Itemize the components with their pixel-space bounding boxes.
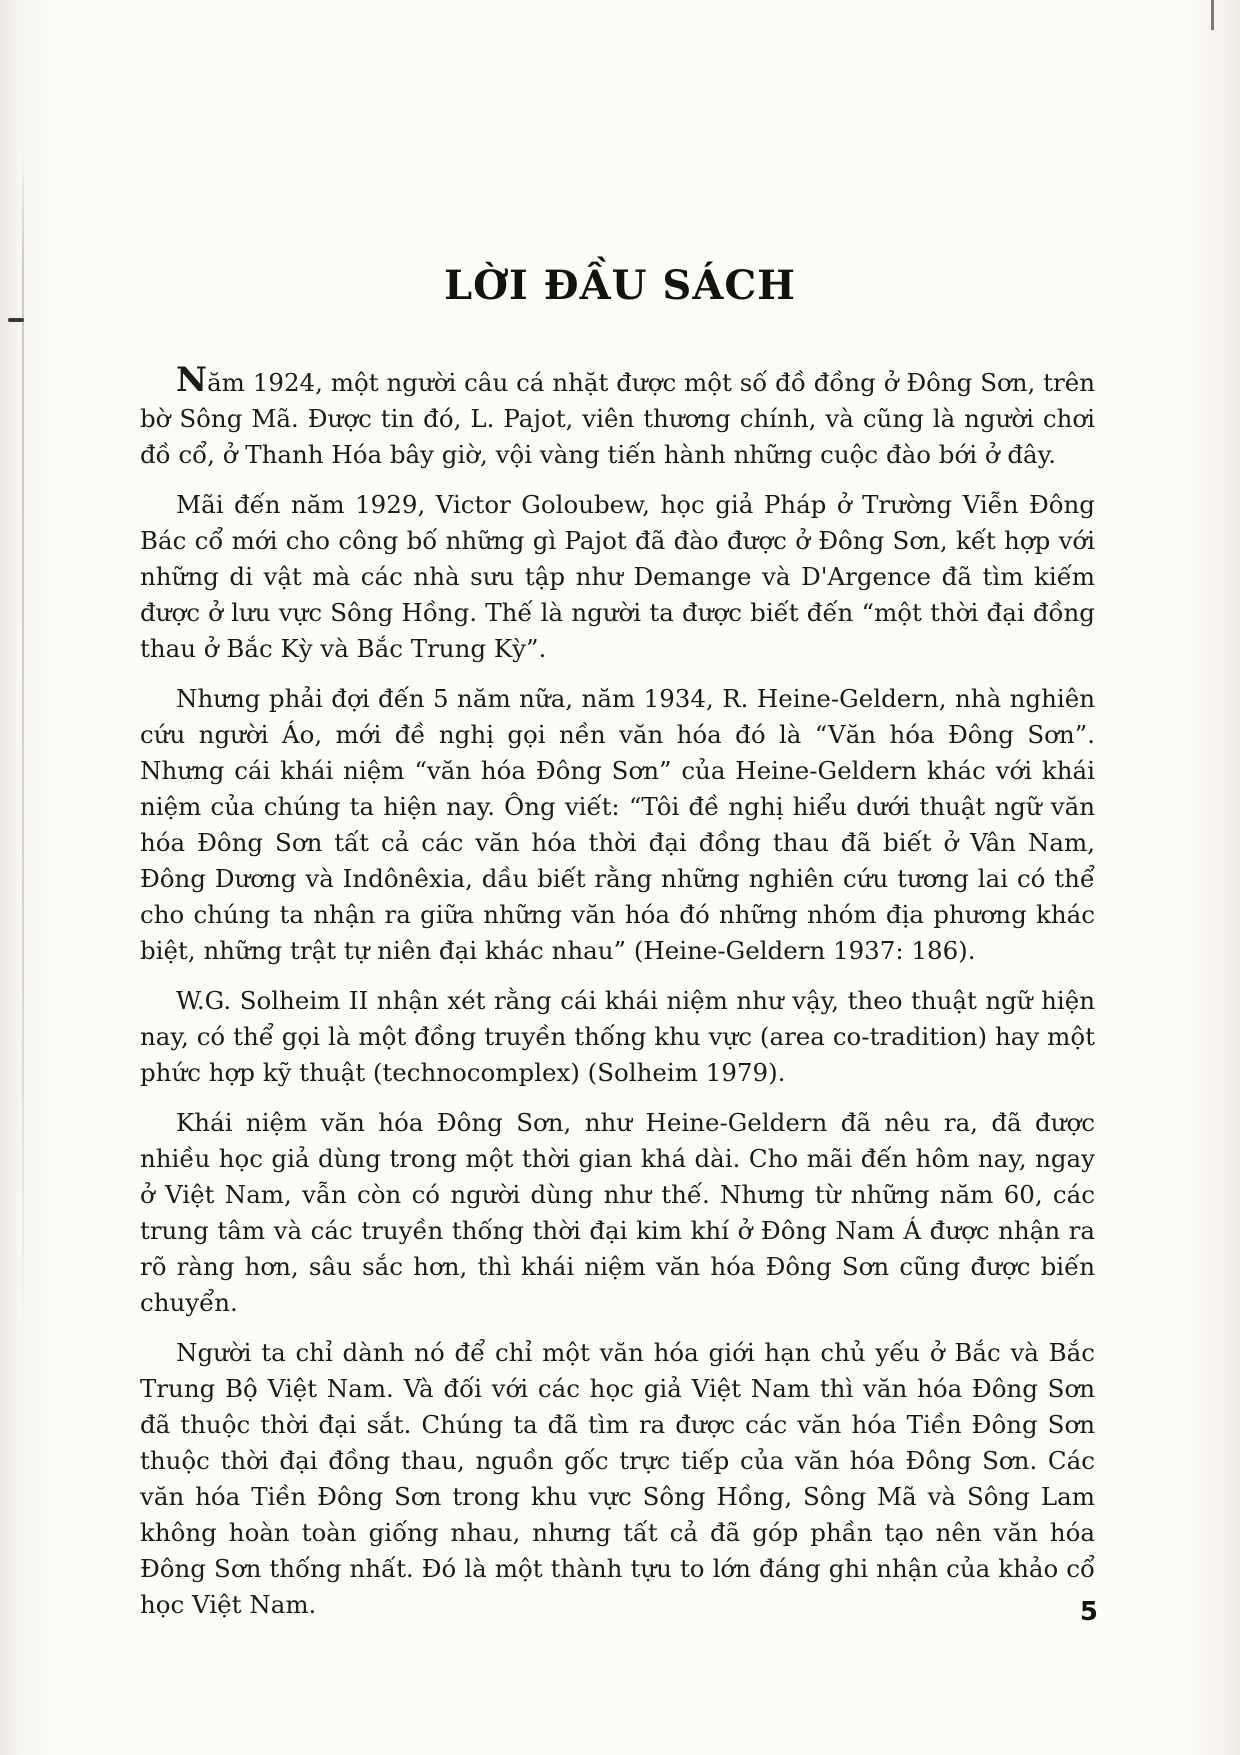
page-number: 5 xyxy=(1079,1597,1098,1627)
page-fold-shadow xyxy=(22,150,24,1350)
page-corner-mark xyxy=(1211,0,1214,30)
paragraph-3: Nhưng phải đợi đến 5 năm nữa, năm 1934, R. Heine-Geldern, nhà nghiên cứu người Áo, mới đề nghị gọi nền văn hóa đó là “Văn hóa Đông Sơn”. Nhưng cái khái niệm “văn hóa Đông Sơn” của Heine-Geldern khác với khái niệm của chúng ta hiện nay. Ông viết: “Tôi đề nghị hiểu dưới thuật ngữ văn hóa Đông Sơn tất cả các văn hóa thời đại đồng thau đã biết ở Vân Nam, Đông Dương và Indônêxia, dầu biết rằng những nghiên cứu tương lai có thể cho chúng ta nhận ra giữa những văn hóa đó những nhóm địa phương khác biệt, những trật tự niên đại khác nhau” (Heine-Geldern 1937: 186). xyxy=(140,684,1095,965)
paragraph-1 xyxy=(140,360,1095,473)
page-edge-mark xyxy=(8,318,24,322)
paragraph-1-text: ăm 1924, một người câu cá nhặt được một số đồ đồng ở Đông Sơn, trên bờ Sông Mã. Được tin đó, L. Pajot, viên thương chính, và cũng là người chơi đồ cổ, ở Thanh Hóa bây giờ, vội vàng tiến hành những cuộc đào bới ở đây. xyxy=(140,368,1095,469)
paragraph-4: W.G. Solheim II nhận xét rằng cái khái niệm như vậy, theo thuật ngữ hiện nay, có thể gọi là một đồng truyền thống khu vực (area co-tradition) hay một phức hợp kỹ thuật (technocomplex) (Solheim 1979). xyxy=(140,986,1095,1087)
dropcap-letter: N xyxy=(176,360,208,400)
paragraph-6: Người ta chỉ dành nó để chỉ một văn hóa giới hạn chủ yếu ở Bắc và Bắc Trung Bộ Việt Nam. Và đối với các học giả Việt Nam thì văn hóa Đông Sơn đã thuộc thời đại sắt. Chúng ta đã tìm ra được các văn hóa Tiền Đông Sơn thuộc thời đại đồng thau, nguồn gốc trực tiếp của văn hóa Đông Sơn. Các văn hóa Tiền Đông Sơn trong khu vực Sông Hồng, Sông Mã và Sông Lam không hoàn toàn giống nhau, nhưng tất cả đã góp phần tạo nên văn hóa Đông Sơn thống nhất. Đó là một thành tựu to lớn đáng ghi nhận của khảo cổ học Việt Nam. xyxy=(140,1338,1095,1619)
page-title: LỜI ĐẦU SÁCH xyxy=(444,262,796,309)
body-text xyxy=(140,360,1095,1637)
paragraph-2: Mãi đến năm 1929, Victor Goloubew, học giả Pháp ở Trường Viễn Đông Bác cổ mới cho công bố những gì Pajot đã đào được ở Đông Sơn, kết hợp với những di vật mà các nhà sưu tập như Demange và D'Argence đã tìm kiếm được ở lưu vực Sông Hồng. Thế là người ta được biết đến “một thời đại đồng thau ở Bắc Kỳ và Bắc Trung Kỳ”. xyxy=(140,490,1095,663)
paragraph-5: Khái niệm văn hóa Đông Sơn, như Heine-Geldern đã nêu ra, đã được nhiều học giả dùng trong một thời gian khá dài. Cho mãi đến hôm nay, ngay ở Việt Nam, vẫn còn có người dùng như thế. Nhưng từ những năm 60, các trung tâm và các truyền thống thời đại kim khí ở Đông Nam Á được nhận ra rõ ràng hơn, sâu sắc hơn, thì khái niệm văn hóa Đông Sơn cũng được biến chuyển. xyxy=(140,1108,1095,1317)
